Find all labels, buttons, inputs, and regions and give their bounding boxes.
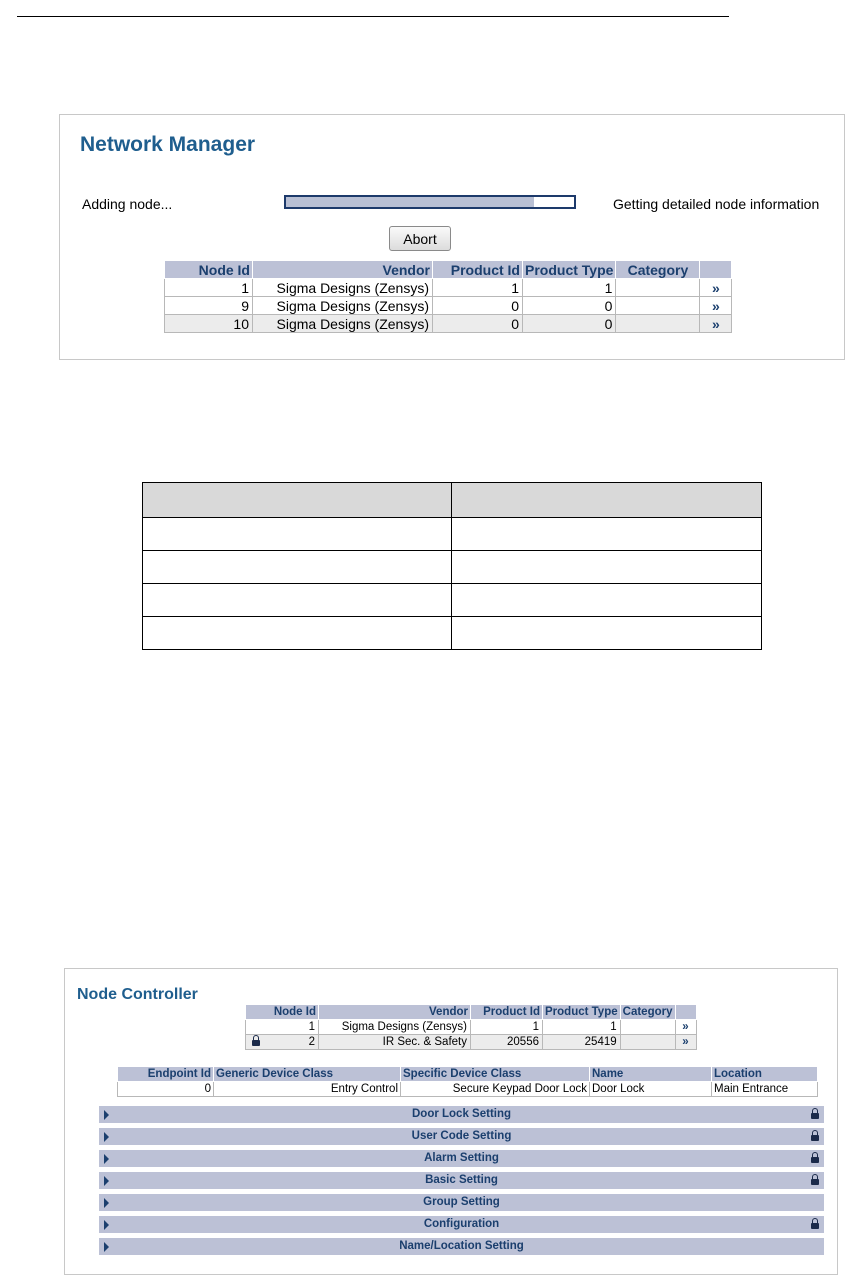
user-code-setting-bar[interactable]: [99, 1128, 824, 1145]
table-row: [246, 1035, 697, 1050]
expand-caret-icon: [104, 1220, 109, 1230]
col-category: Category: [616, 261, 700, 279]
vendor-cell: Sigma Designs (Zensys): [253, 279, 433, 297]
product-type-cell: 25419: [543, 1035, 621, 1050]
table-row: [165, 279, 732, 297]
expand-caret-icon: [104, 1242, 109, 1252]
expand-caret-icon: [104, 1198, 109, 1208]
product-type-cell: 0: [523, 315, 616, 333]
doc-cell: [143, 518, 452, 551]
product-id-cell: 0: [433, 297, 523, 315]
node-id-cell: [246, 1035, 319, 1050]
node-controller-node-table: [245, 1004, 697, 1050]
col-category: Category: [620, 1005, 675, 1020]
node-table: [164, 260, 732, 333]
col-node-id: Node Id: [165, 261, 253, 279]
doc-table-row: [143, 518, 762, 551]
doc-cell: [452, 617, 762, 650]
col-action: [700, 261, 732, 279]
node-table-header: [165, 261, 732, 279]
progress-bar: [284, 195, 576, 209]
vendor-cell: Sigma Designs (Zensys): [253, 297, 433, 315]
vendor-cell: Sigma Designs (Zensys): [319, 1020, 471, 1035]
col-vendor: Vendor: [319, 1005, 471, 1020]
endpoint-table-header: [118, 1067, 818, 1082]
product-id-cell: 0: [433, 315, 523, 333]
endpoint-table: [117, 1066, 818, 1097]
col-product-type: Product Type: [543, 1005, 621, 1020]
section-label: User Code Setting: [411, 1130, 512, 1142]
door-lock-setting-bar[interactable]: [99, 1106, 824, 1123]
lock-icon: [811, 1223, 819, 1229]
node-id-value: 2: [308, 1036, 315, 1048]
section-label: Basic Setting: [425, 1174, 498, 1186]
node-id-cell: [246, 1020, 319, 1035]
vendor-cell: Sigma Designs (Zensys): [253, 315, 433, 333]
col-product-id: Product Id: [433, 261, 523, 279]
lock-icon: [811, 1179, 819, 1185]
doc-cell: [143, 551, 452, 584]
doc-table-row: [143, 584, 762, 617]
table-row: [165, 297, 732, 315]
network-manager-panel: [59, 114, 845, 360]
alarm-setting-bar[interactable]: [99, 1150, 824, 1167]
node-id-cell: 10: [165, 315, 253, 333]
node-details-button[interactable]: »: [675, 1020, 696, 1035]
progress-bar-fill: [286, 197, 534, 207]
expand-caret-icon: [104, 1154, 109, 1164]
col-location: Location: [712, 1067, 818, 1082]
section-label: Door Lock Setting: [411, 1108, 512, 1120]
node-details-button[interactable]: »: [675, 1035, 696, 1050]
node-table-header: [246, 1005, 697, 1020]
lock-icon: [252, 1040, 260, 1046]
page-top-rule: [17, 16, 729, 17]
product-type-cell: 1: [543, 1020, 621, 1035]
group-setting-bar[interactable]: [99, 1194, 824, 1211]
doc-table-row: [143, 617, 762, 650]
table-row: [118, 1082, 818, 1097]
col-vendor: Vendor: [253, 261, 433, 279]
table-row: [165, 315, 732, 333]
location-cell: Main Entrance: [712, 1082, 818, 1097]
doc-cell: [143, 584, 452, 617]
category-cell: [616, 279, 700, 297]
name-location-setting-bar[interactable]: [99, 1238, 824, 1255]
col-endpoint-id: Endpoint Id: [118, 1067, 214, 1082]
node-details-button[interactable]: »: [700, 315, 732, 333]
node-controller-title: Node Controller: [77, 986, 198, 1003]
specific-class-cell: Secure Keypad Door Lock: [401, 1082, 590, 1097]
endpoint-id-cell: 0: [118, 1082, 214, 1097]
category-cell: [616, 315, 700, 333]
col-node-id: Node Id: [246, 1005, 319, 1020]
col-generic-device-class: Generic Device Class: [214, 1067, 401, 1082]
node-id-cell: 1: [165, 279, 253, 297]
generic-class-cell: Entry Control: [214, 1082, 401, 1097]
doc-header-cell: [143, 483, 452, 518]
expand-caret-icon: [104, 1132, 109, 1142]
node-details-button[interactable]: »: [700, 297, 732, 315]
doc-cell: [452, 518, 762, 551]
table-row: [246, 1020, 697, 1035]
vendor-cell: IR Sec. & Safety: [319, 1035, 471, 1050]
adding-node-status: Adding node...: [82, 196, 173, 212]
section-label: Group Setting: [423, 1196, 500, 1208]
lock-icon: [811, 1157, 819, 1163]
category-cell: [616, 297, 700, 315]
lock-icon: [811, 1113, 819, 1119]
expand-caret-icon: [104, 1110, 109, 1120]
category-cell: [620, 1035, 675, 1050]
node-details-button[interactable]: »: [700, 279, 732, 297]
abort-button[interactable]: Abort: [389, 226, 451, 251]
col-product-id: Product Id: [471, 1005, 543, 1020]
lock-icon: [811, 1135, 819, 1141]
doc-table-row: [143, 551, 762, 584]
configuration-bar[interactable]: [99, 1216, 824, 1233]
product-id-cell: 1: [433, 279, 523, 297]
category-cell: [620, 1020, 675, 1035]
node-id-value: 1: [308, 1021, 315, 1033]
section-label: Configuration: [423, 1218, 500, 1230]
empty-document-table: [142, 482, 762, 650]
doc-cell: [452, 551, 762, 584]
node-controller-panel: [64, 968, 838, 1275]
settings-accordion: [99, 1106, 824, 1260]
col-specific-device-class: Specific Device Class: [401, 1067, 590, 1082]
product-id-cell: 1: [471, 1020, 543, 1035]
basic-setting-bar[interactable]: [99, 1172, 824, 1189]
doc-table-header: [143, 483, 762, 518]
node-id-cell: 9: [165, 297, 253, 315]
network-manager-title: Network Manager: [80, 133, 256, 156]
section-label: Alarm Setting: [424, 1152, 499, 1164]
expand-caret-icon: [104, 1176, 109, 1186]
progress-detail-text: Getting detailed node information: [613, 196, 820, 212]
doc-cell: [143, 617, 452, 650]
section-label: Name/Location Setting: [399, 1240, 524, 1252]
name-cell: Door Lock: [590, 1082, 712, 1097]
col-name: Name: [590, 1067, 712, 1082]
doc-header-cell: [452, 483, 762, 518]
col-action: [675, 1005, 696, 1020]
product-type-cell: 0: [523, 297, 616, 315]
product-id-cell: 20556: [471, 1035, 543, 1050]
product-type-cell: 1: [523, 279, 616, 297]
col-product-type: Product Type: [523, 261, 616, 279]
doc-cell: [452, 584, 762, 617]
